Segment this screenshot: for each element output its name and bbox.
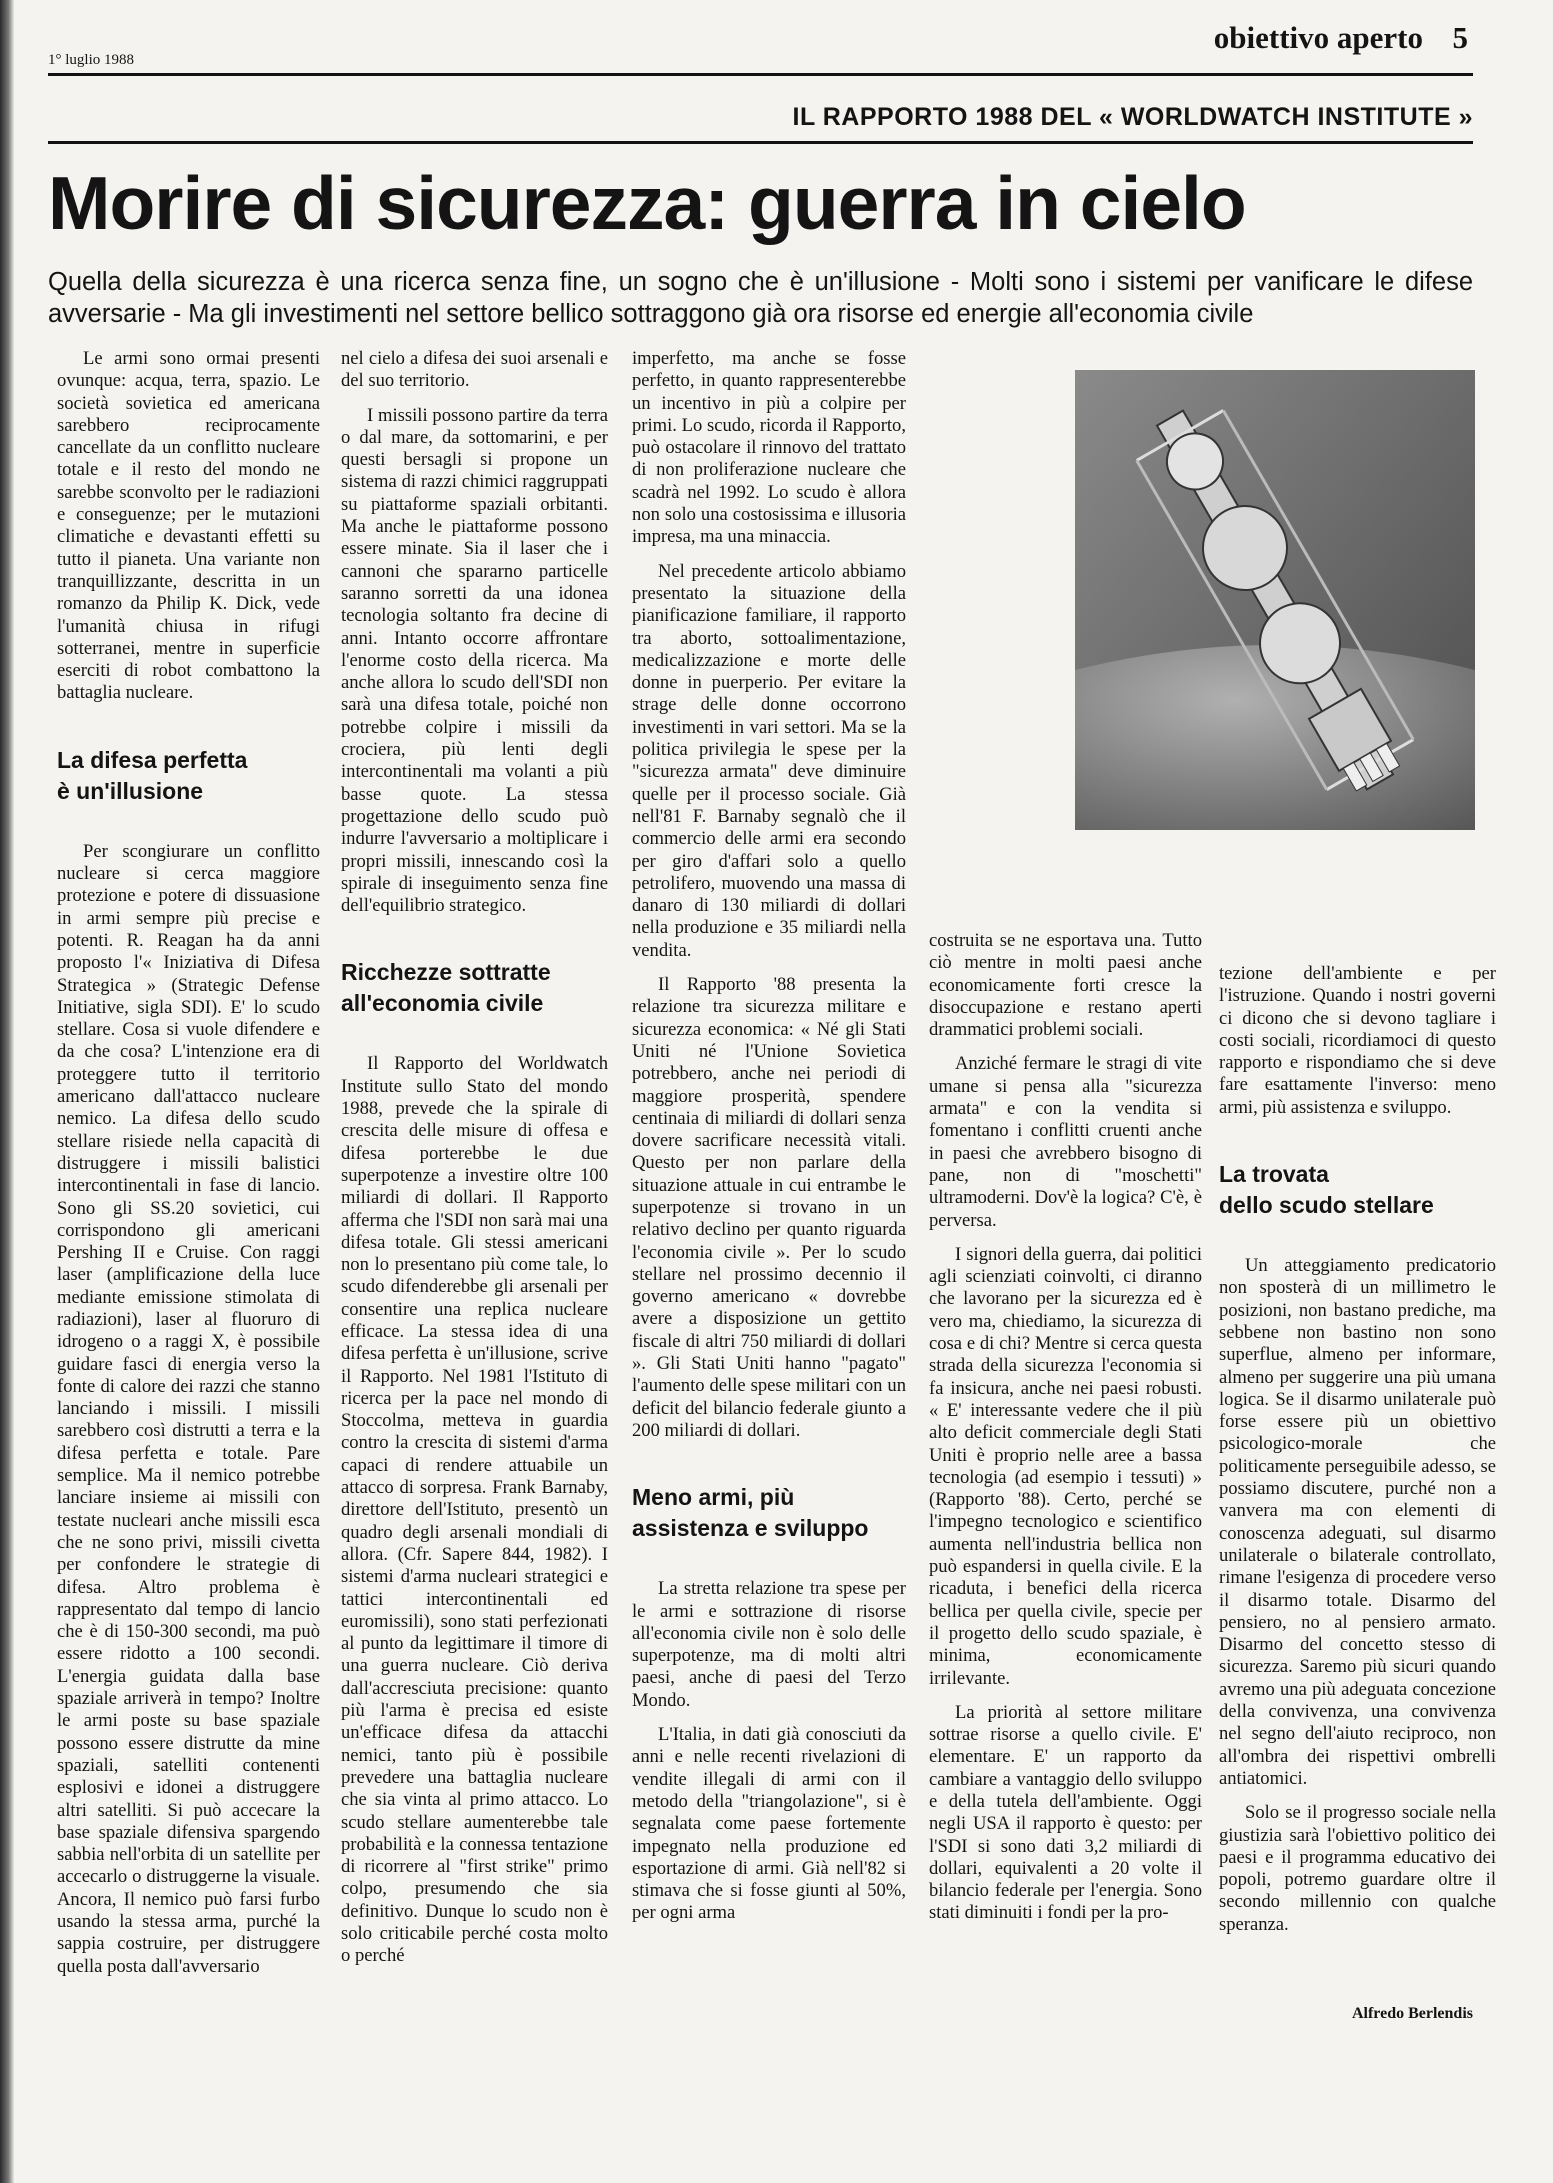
article-subheadline: Quella della sicurezza è una ricerca senza fine, un sogno che è un'illusione - Molti sono i sistemi per vanificare le difese avversarie - Ma gli investimenti nel settore bellico sottraggono già ora risorse ed energie all'economia civile — [48, 268, 1473, 328]
subheading-line: La trovata — [1219, 1161, 1329, 1188]
header-rule — [48, 73, 1473, 76]
paragraph: Nel precedente articolo abbiamo presentato la situazione della pianificazione familiare, il rapporto tra aborto, sottoalimentazione, medicalizzazione e morte delle donne in puerperio. Per evitare la strage delle donne occorrono investimenti in vari settori. Ma se la politica privilegia le spese per la "sicurezza armata" deve diminuire quelle per il processo sociale. Già nell'81 F. Barnaby segnalò che il commercio delle armi era secondo per giro d'affari solo a quello petrolifero, muovendo una massa di danaro di 130 miliardi di dollari nella produzione e 35 miliardi nella vendita. — [632, 560, 906, 961]
paragraph: imperfetto, ma anche se fosse perfetto, in quanto rappresenterebbe un incentivo in più a colpire per primi. Lo scudo, ricorda il Rapporto, può ostacolare il rinnovo del trattato di non proliferazione nucleare che scadrà nel 1992. Lo scudo è allora non solo una costosissima e illusoria impresa, ma una minaccia. — [632, 348, 906, 548]
section-title: obiettivo aperto — [1213, 20, 1423, 55]
column-3 — [632, 348, 906, 1937]
paragraph: costruita se ne esportava una. Tutto ciò mentre in molti paesi anche economicamente forti cresce la disoccupazione e restano aperti drammatici problemi sociali. — [929, 930, 1202, 1041]
column-5 — [1219, 963, 1496, 1948]
space-station-illustration — [1075, 370, 1475, 830]
space-station-photo — [1075, 370, 1475, 830]
article-byline: Alfredo Berlendis — [1351, 2005, 1473, 2022]
subheading-line: Ricchezze sottratte — [341, 959, 551, 986]
subheading-difesa-perfetta — [57, 745, 320, 807]
subheading-line: Meno armi, più — [632, 1484, 795, 1511]
paragraph: I signori della guerra, dai politici agli scienziati coinvolti, ci diranno che lavorano per la sicurezza ed è vero ma, chiediamo, la sicurezza di cosa e di chi? Mentre si cerca questa strada della sicurezza l'economia si fa insicura, anche nei paesi robusti. « E' interessante vedere che il più alto deficit commerciale degli Stati Uniti è proprio nelle aree a bassa tecnologia (ad esempio i tessuti) » (Rapporto '88). Certo, perché se l'impegno tecnologico e scientifico aumenta nell'industria bellica non può espandersi in quella civile. E la ricaduta, i benefici della ricerca bellica per quella civile, specie per il progetto dello scudo spaziale, è minima, economicamente irrilevante. — [929, 1243, 1202, 1689]
paragraph: La stretta relazione tra spese per le armi e sottrazione di risorse all'economia civile non è solo delle superpotenze, ma di molti altri paesi, anche di paesi del Terzo Mondo. — [632, 1578, 906, 1711]
paragraph: tezione dell'ambiente e per l'istruzione. Quando i nostri governi ci dicono che si devono tagliare i costi sociali, ricordiamoci di questo rapporto e rispondiamo che si deve fare esattamente l'inverso: meno armi, più assistenza e sviluppo. — [1219, 963, 1496, 1118]
column-4 — [929, 930, 1202, 1937]
paragraph: Le armi sono ormai presenti ovunque: acqua, terra, spazio. Le società sovietica ed americana sarebbero reciprocamente cancellate da un conflitto nucleare totale e il resto del mondo ne sarebbe sconvolto per le radiazioni e conseguenze; per le mutazioni climatiche e devastanti effetti su tutto il pianeta. Una variante non tranquillizzante, descritta in un romanzo da Philip K. Dick, vede l'umanità chiusa in rifugi sotterranei, mentre in superficie eserciti di robot combattono la battaglia nucleare. — [57, 348, 320, 704]
paragraph: Il Rapporto del Worldwatch Institute sullo Stato del mondo 1988, prevede che la spirale di crescita delle misure di offesa e difesa porterebbe le due superpotenze a investire oltre 100 miliardi di dollari. Il Rapporto afferma che l'SDI non sarà mai una difesa totale. Gli stessi americani non lo presentano più come tale, lo scudo difenderebbe gli arsenali per consentire una replica nucleare efficace. La stessa idea di una difesa perfetta è un'illusione, scrive il Rapporto. Nel 1981 l'Istituto di ricerca per la pace nel mondo di Stoccolma, metteva in guardia contro la crescita di sistemi d'arma capaci di rendere attuabile un attacco di sorpresa. Frank Barnaby, direttore dell'Istituto, presentò un quadro degli arsenali mondiali di allora. (Cfr. Sapere 844, 1982). I sistemi d'arma nucleari strategici e tattici intercontinentali ed euromissili), sono stati perfezionati al punto da legittimare il timore di una guerra nucleare. Ciò deriva dall'accresciuta precisione: quanto più l'arma è precisa ed esiste un'efficace difesa da attacchi nemici, tanto più è possibile prevedere una battaglia nucleare che sia vinta al primo attacco. Lo scudo stellare aumenterebbe tale probabilità e la connessa tentazione di ricorrere al "first strike" primo colpo, presumendo che sia definitivo. Dunque lo scudo non è solo criticabile perché costa molto o perché — [341, 1053, 608, 1967]
subheading-line: all'economia civile — [341, 990, 544, 1017]
subheading-line: La difesa perfetta — [57, 746, 248, 773]
paragraph: La priorità al settore militare sottrae risorse a quello civile. E' elementare. E' un rapporto da cambiare a vantaggio dello sviluppo e della tutela dell'ambiente. Oggi negli USA il rapporto è questo: per l'SDI si sono dati 3,2 miliardi di dollari, equivalenti a 20 volte il bilancio federale per l'energia. Sono stati diminuiti i fondi per la pro- — [929, 1701, 1202, 1924]
article-headline: Morire di sicurezza: guerra in cielo — [48, 161, 1246, 245]
paragraph: L'Italia, in dati già conosciuti da anni e nelle recenti rivelazioni di vendite illegali di armi con il metodo della "triangolazione", si è segnalata come paese fortemente impegnato nella produzione ed esportazione di armi. Già nell'82 si stimava che si fosse giunti al 50%, per ogni arma — [632, 1724, 906, 1924]
subheading-line: dello scudo stellare — [1219, 1192, 1434, 1219]
paragraph: I missili possono partire da terra o dal mare, da sottomarini, e per questi bersagli si propone un sistema di razzi chimici raggruppati su piattaforme spaziali orbitanti. Ma anche le piattaforme possono essere minate. Sia il laser che i cannoni che spararno particelle saranno sorretti da una idonea tecnologia soltanto fra decine di anni. Intanto occorre affrontare l'enorme costo della ricerca. Ma anche allora lo scudo dell'SDI non sarà una difesa totale, poiché non potrebbe colpire i missili da crociera, più lenti degli intercontinentali ma volanti a più basse quote. La stessa progettazione dello scudo può indurre l'avversario a moltiplicare i propri missili, innescando così la spirale di inseguimento senza fine dell'equilibrio strategico. — [341, 404, 608, 917]
column-1 — [57, 348, 320, 1990]
column-2 — [341, 348, 608, 1980]
subheading-ricchezze-sottratte — [341, 957, 608, 1019]
paragraph: Solo se il progresso sociale nella giustizia sarà l'obiettivo politico dei paesi e il programma educativo dei popoli, potremo guardare oltre il secondo millennio con qualche speranza. — [1219, 1802, 1496, 1935]
subheading-line: è un'illusione — [57, 777, 204, 804]
paragraph: Per scongiurare un conflitto nucleare si cerca maggiore protezione e potere di dissuasione in armi sempre più precise e potenti. R. Reagan ha da anni proposto l'« Iniziativa di Difesa Strategica » (Strategic Defense Initiative, sigla SDI). E' lo scudo stellare. Cosa si vuole difendere e da che cosa? L'intenzione era di proteggere tutto il territorio americano dall'attacco nucleare nemico. La difesa dello scudo stellare risiede nella capacità di distruggere i missili balistici intercontinentali in fase di lancio. Sono gli SS.20 sovietici, cui corrispondono gli americani Pershing II e Cruise. Con raggi laser (amplificazione della luce mediante emissione stimolata di radiazioni), laser al fluoruro di idrogeno o a raggi X, è possibile guidare fasci di energia verso la fonte di calore dei razzi che stanno lanciando i missili. I missili sarebbero così distrutti a terra e la difesa perfetta e totale. Pare semplice. Ma il nemico potrebbe lanciare insieme ai missili con testate nucleari anche missili esca che ne sono privi, missili civetta per confondere le strategie di difesa. Altro problema è rappresentato dal tempo di lancio che è di 150-300 secondi, ma può essere ridotto a 100 secondi. L'energia guidata dalla base spaziale arriverà in tempo? Inoltre le armi poste su base spaziale possono essere distrutte da mine spaziali, satelliti contenenti esplosivi e idonei a distruggere altri satelliti. Si può accecare la base spaziale difensiva spargendo sabbia nell'orbita di un satellite per accecarlo o distruggerne la visuale. Ancora, Il nemico può farsi furbo usando la stessa arma, purché la sappia costruire, per distruggere quella posta dall'avversario — [57, 840, 320, 1977]
paragraph: nel cielo a difesa dei suoi arsenali e del suo territorio. — [341, 348, 608, 392]
paragraph: Il Rapporto '88 presenta la relazione tra sicurezza militare e sicurezza economica: « Né gli Stati Uniti né l'Unione Sovietica potrebbero, anche nei periodi di maggiore prosperità, spendere centinaia di miliardi di dollari senza dovere sacrificare necessità vitali. Questo per non parlare della situazione attuale in cui entrambe le superpotenze si trovano in un relativo declino per quanto riguarda l'economia civile ». Per lo scudo stellare nel prossimo decennio il governo americano « dovrebbe avere a disposizione un gettito fiscale di altri 750 miliardi di dollari ». Gli Stati Uniti hanno "pagato" l'aumento delle spese militari con un deficit del bilancio federale giunto a 200 miliardi di dollari. — [632, 974, 906, 1441]
subheading-meno-armi — [632, 1482, 906, 1544]
issue-date: 1° luglio 1988 — [48, 52, 135, 68]
page-binding-edge — [0, 0, 14, 2183]
page-number: 5 — [1452, 20, 1468, 55]
kicker-rule — [48, 141, 1473, 144]
article-kicker: IL RAPPORTO 1988 DEL « WORLDWATCH INSTITUTE » — [792, 103, 1473, 131]
paragraph: Un atteggiamento predicatorio non sposterà di un millimetro le posizioni, non bastano prediche, ma sebbene non bastino non sono superflue, almeno per informare, almeno per suggerire una più umana logica. Se il disarmo unilaterale può forse essere più un obiettivo psicologico-morale che politicamente perseguibile adesso, se possiamo discutere, purché non a vanvera ma con elementi di conoscenza adeguati, sul disarmo unilaterale o bilaterale controllato, rimane l'esigenza di procedere verso il disarmo totale. Disarmo del pensiero, no al pensiero armato. Disarmo del concetto stesso di sicurezza. Saremo più sicuri quando avremo una più adeguata concezione della convivenza, una convivenza nel segno dell'aiuto reciproco, non all'ombra dei rispettivi ombrelli antiatomici. — [1219, 1255, 1496, 1789]
paragraph: Anziché fermare le stragi di vite umane si pensa alla "sicurezza armata" e con la vendita si fomentano i conflitti cruenti anche in paesi che avrebbero bisogno di pane, non di "moschetti" ultramoderni. Dov'è la logica? C'è, è perversa. — [929, 1053, 1202, 1231]
subheading-line: assistenza e sviluppo — [632, 1515, 869, 1542]
subheading-trovata-scudo — [1219, 1159, 1496, 1221]
